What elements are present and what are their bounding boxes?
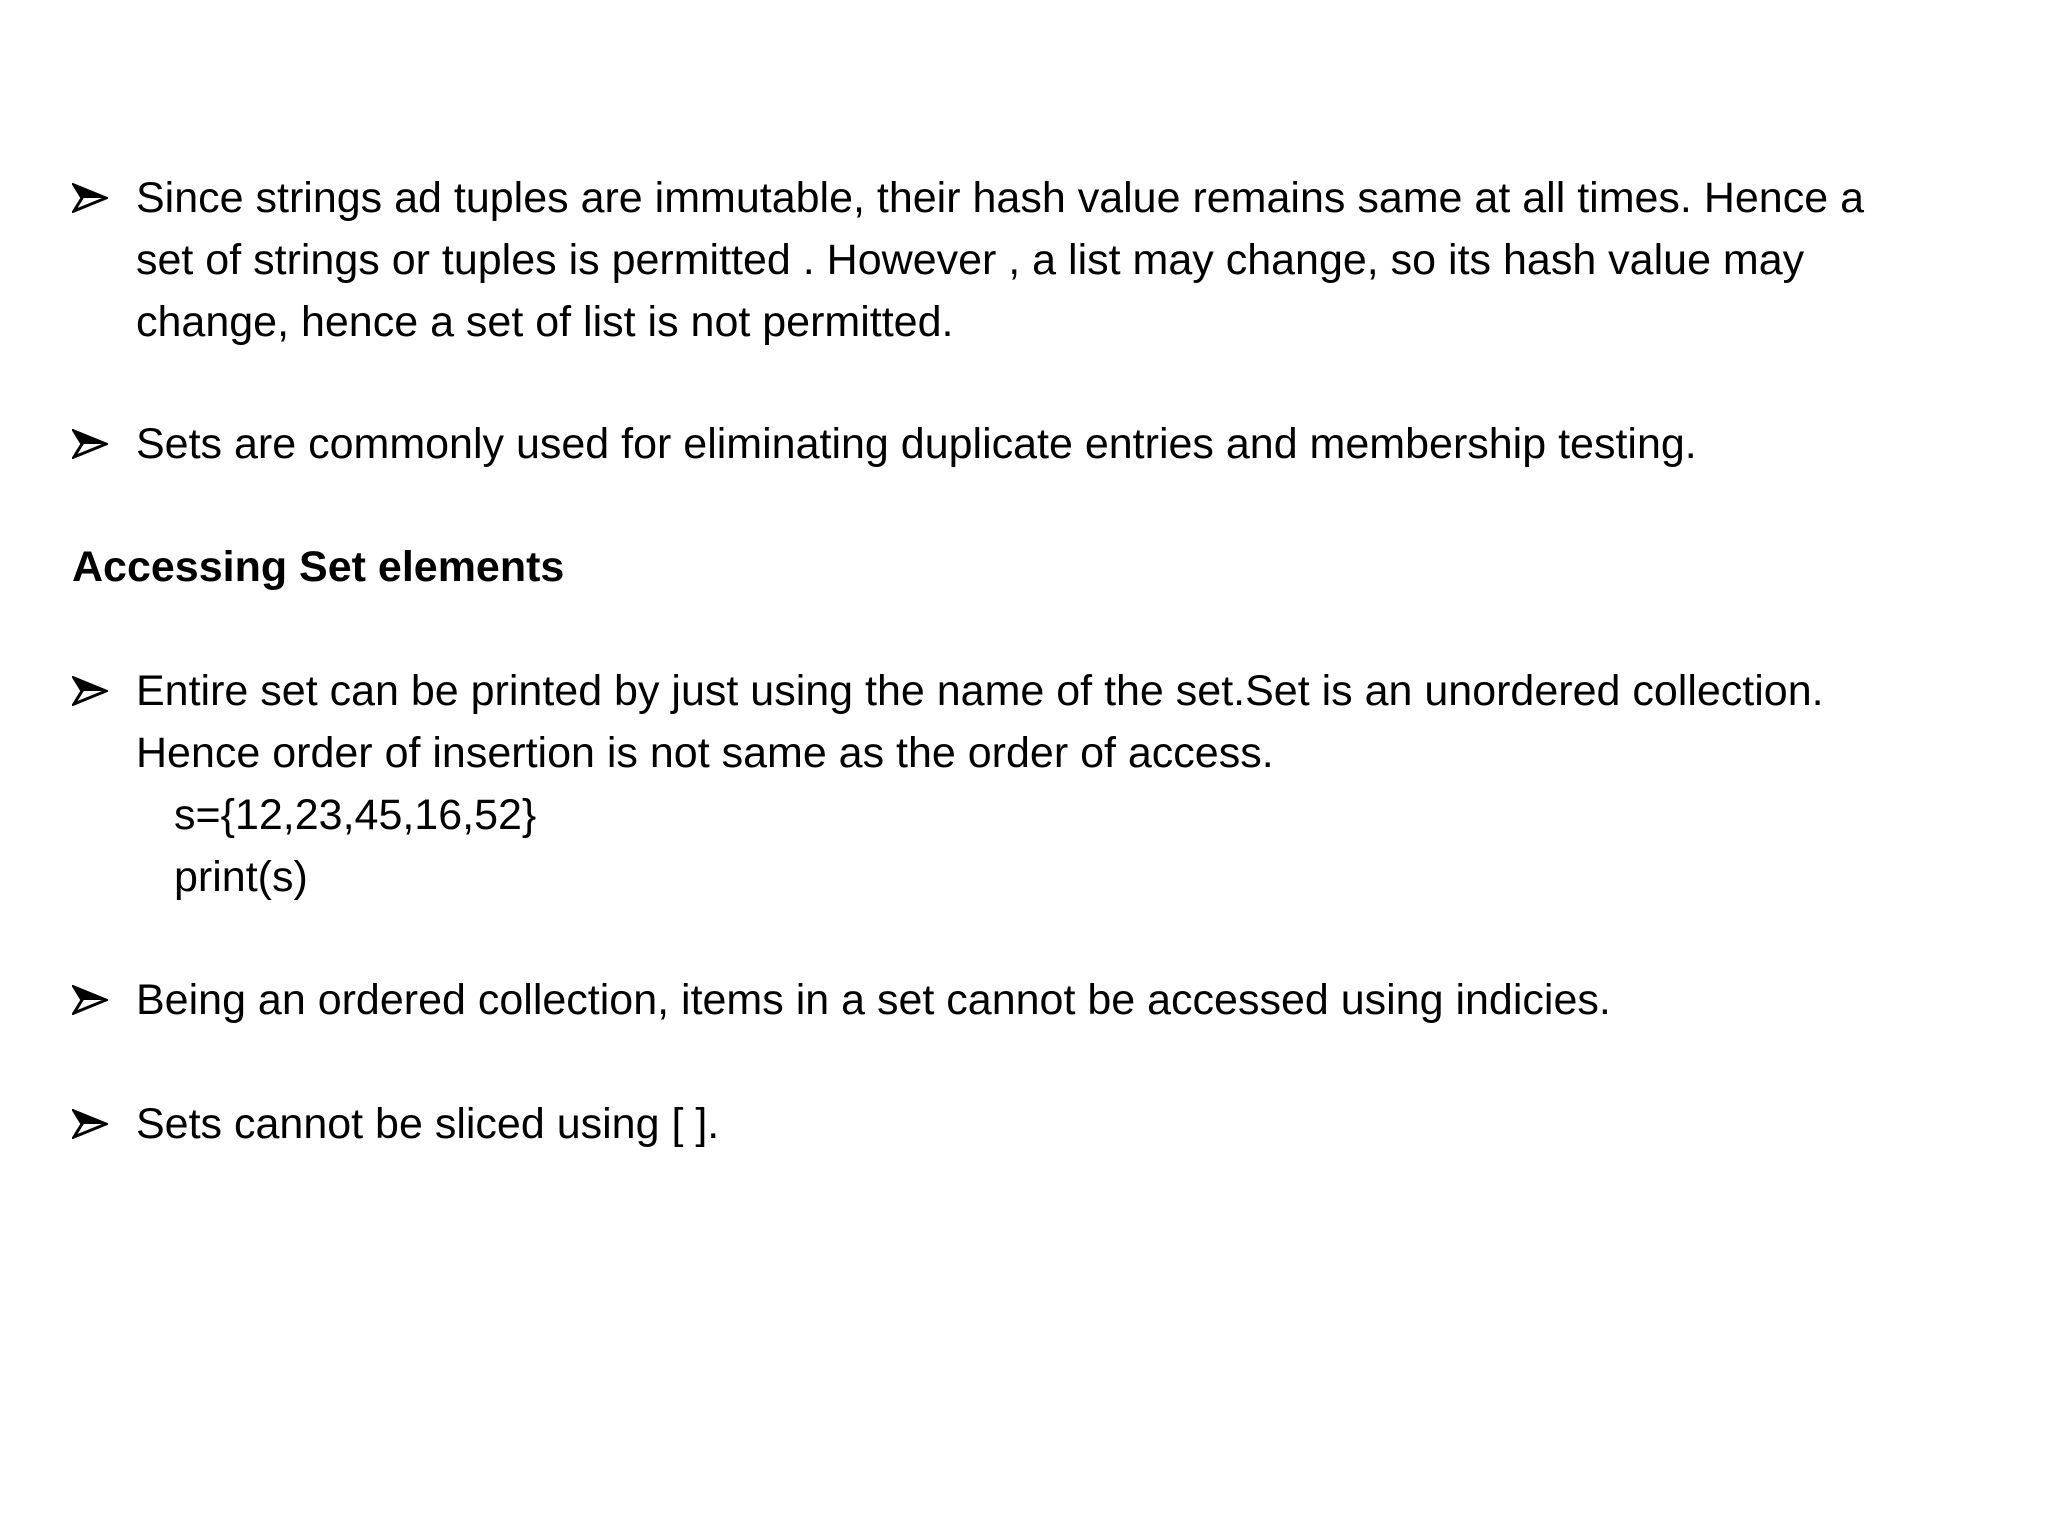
arrowhead-bullet-icon (72, 413, 136, 475)
bullet-text (136, 413, 1697, 475)
bullet-line: Sets are commonly used for eliminating duplicate entries and membership testing. (136, 420, 1697, 468)
bullet-text (136, 167, 1864, 353)
code-line: print(s) (174, 853, 308, 901)
bullet-item (72, 969, 2032, 1031)
code-line: s={12,23,45,16,52} (174, 791, 537, 839)
arrowhead-bullet-icon (72, 969, 136, 1031)
bullet-text (136, 969, 1611, 1031)
bullet-line: Sets cannot be sliced using [ ]. (136, 1100, 720, 1148)
bullet-item (72, 413, 2032, 475)
bullet-text (136, 1093, 719, 1155)
bullet-item (72, 167, 2032, 353)
bullet-item (72, 1093, 2032, 1155)
arrowhead-bullet-icon (72, 167, 136, 229)
bullet-text (136, 660, 1824, 908)
bullet-line: change, hence a set of list is not permitted. (136, 298, 954, 346)
bullet-item (72, 660, 2032, 908)
section-heading: Accessing Set elements (72, 543, 565, 591)
arrowhead-bullet-icon (72, 660, 136, 722)
bullet-line: set of strings or tuples is permitted . However , a list may change, so its hash value may (136, 236, 1805, 284)
bullet-line: Since strings ad tuples are immutable, their hash value remains same at all times. Hence a (136, 174, 1864, 222)
arrowhead-bullet-icon (72, 1093, 136, 1155)
bullet-line: Entire set can be printed by just using the name of the set.Set is an unordered collection. (136, 667, 1824, 715)
bullet-line: Being an ordered collection, items in a set cannot be accessed using indicies. (136, 976, 1611, 1024)
bullet-line: Hence order of insertion is not same as the order of access. (136, 729, 1274, 777)
